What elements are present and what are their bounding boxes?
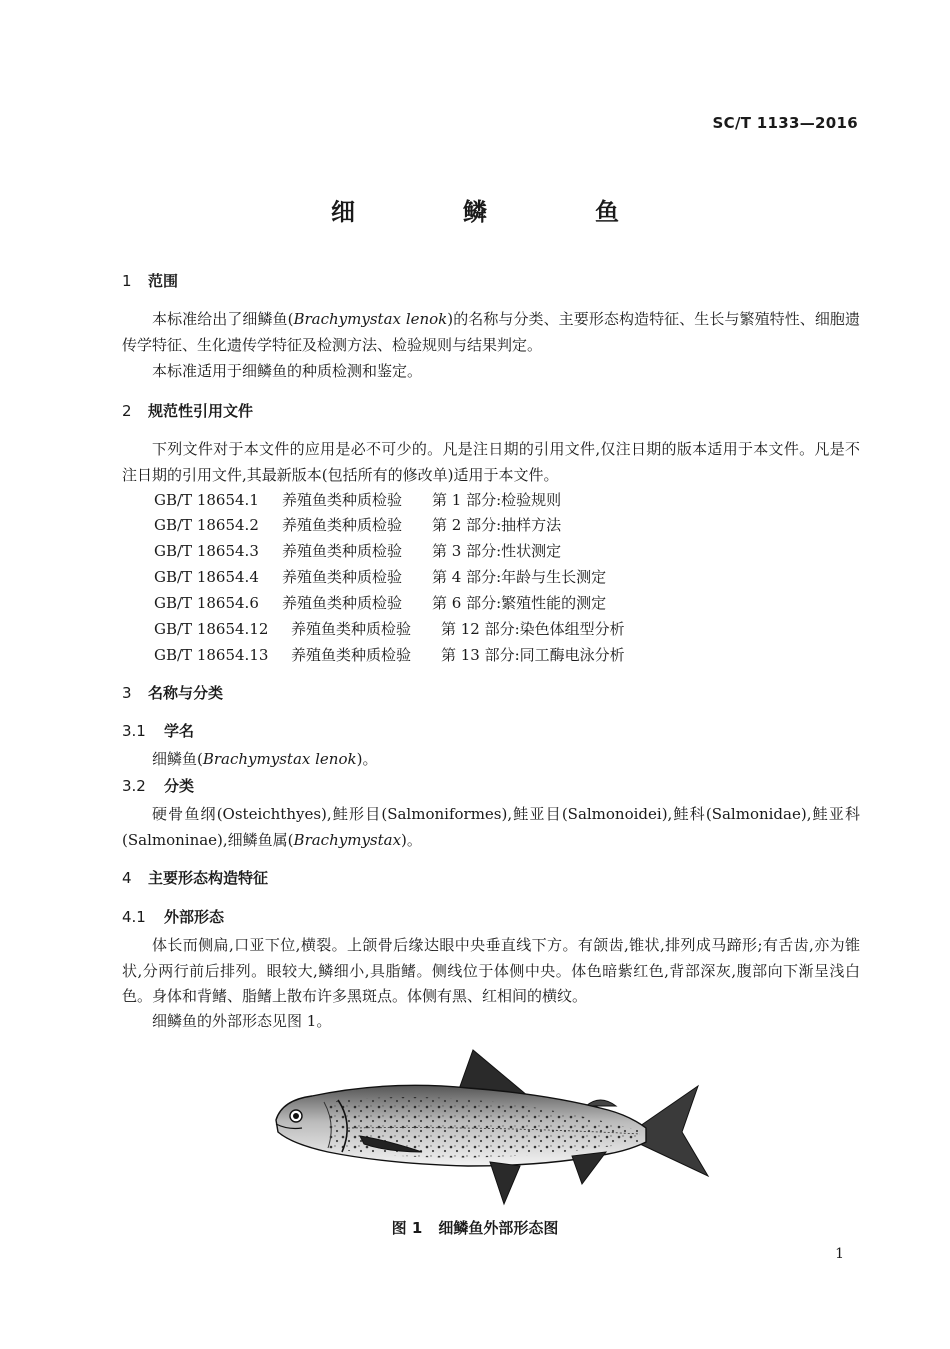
section-4-1-heading [122, 906, 224, 927]
figure-reference-text: 细鳞鱼的外部形态见图 1。 [152, 1012, 332, 1030]
ref-code: GB/T 18654.3 [154, 542, 259, 560]
text: )。 [401, 830, 422, 849]
standard-code: SC/T 1133—2016 [712, 114, 858, 132]
latin-name: Brachymystax lenok [202, 750, 357, 768]
section-title: 外部形态 [164, 908, 225, 926]
section-title: 学名 [164, 722, 195, 740]
section-number: 4.1 [122, 908, 146, 926]
ref-part: 第 1 部分:检验规则 [432, 491, 562, 509]
section-1-paragraph-2: 本标准适用于细鳞鱼的种质检测和鉴定。 [152, 362, 423, 380]
ref-code: GB/T 18654.1 [154, 491, 259, 509]
page-number: 1 [835, 1246, 844, 1262]
ref-part: 第 6 部分:繁殖性能的测定 [432, 594, 607, 612]
ref-part: 第 13 部分:同工酶电泳分析 [441, 646, 625, 664]
section-title: 分类 [164, 777, 195, 795]
section-4-heading [122, 867, 268, 888]
reference-item [154, 489, 561, 510]
section-1-heading [122, 270, 178, 291]
fish-drawing [268, 1044, 710, 1210]
classification-text [122, 802, 860, 853]
section-3-heading [122, 682, 223, 703]
section-3-2-heading [122, 775, 194, 796]
section-1-paragraph-1 [122, 307, 860, 358]
reference-item [154, 644, 625, 665]
ref-code: GB/T 18654.6 [154, 594, 259, 612]
section-title: 名称与分类 [148, 684, 224, 702]
text: 本标准给出了细鳞鱼( [152, 310, 294, 328]
ref-part: 第 4 部分:年龄与生长测定 [432, 568, 607, 586]
ref-title: 养殖鱼类种质检验 [282, 491, 403, 509]
section-number: 3 [122, 684, 132, 702]
section-2-heading [122, 400, 253, 421]
ref-code: GB/T 18654.4 [154, 568, 259, 586]
text: 细鳞鱼( [152, 750, 203, 768]
document-title: 细 鳞 鱼 [331, 197, 661, 226]
text: )的名称与分类、主要形态构造特征、生长与繁殖特性、细胞遗传学特征、生化遗传学特征及检测方法、检验规则与结果判定。 [122, 310, 860, 354]
ref-title: 养殖鱼类种质检验 [282, 568, 403, 586]
section-title: 主要形态构造特征 [148, 869, 269, 887]
reference-item [154, 618, 625, 639]
figure-label: 图 1 [391, 1219, 423, 1237]
figure-caption-text: 细鳞鱼外部形态图 [438, 1219, 559, 1237]
section-number: 1 [122, 272, 132, 290]
ref-part: 第 2 部分:抽样方法 [432, 516, 562, 534]
ref-title: 养殖鱼类种质检验 [282, 542, 403, 560]
external-morphology-text: 体长而侧扁,口亚下位,横裂。上颌骨后缘达眼中央垂直线下方。有颌齿,锥状,排列成马蹄形;有舌齿,亦为锥状,分两行前后排列。眼较大,鳞细小,具脂鳍。侧线位于体侧中央。体色暗紫红色,背部深灰,腹部向下渐呈浅白色。身体和背鳍、脂鳍上散布许多黑斑点。体侧有黑、红相间的横纹。 [122, 936, 860, 1005]
reference-item [154, 514, 561, 535]
section-2-intro: 下列文件对于本文件的应用是必不可少的。凡是注日期的引用文件,仅注日期的版本适用于本文件。凡是不注日期的引用文件,其最新版本(包括所有的修改单)适用于本文件。 [122, 440, 860, 484]
reference-item [154, 540, 561, 561]
section-title: 规范性引用文件 [148, 402, 254, 420]
figure-caption [0, 1217, 950, 1238]
fish-illustration [268, 1044, 710, 1210]
section-number: 2 [122, 402, 132, 420]
latin-name: Brachymystax lenok [293, 310, 448, 328]
text: 硬骨鱼纲(Osteichthyes),鲑形目(Salmoniformes),鲑亚目(Salmonoidei),鲑科(Salmonidae),鲑亚科(Salmoninae),细鳞鱼属( [122, 805, 860, 849]
latin-name: Brachymystax [293, 830, 402, 849]
text: )。 [356, 750, 378, 768]
ref-code: GB/T 18654.2 [154, 516, 259, 534]
ref-part: 第 3 部分:性状测定 [432, 542, 562, 560]
section-number: 3.2 [122, 777, 146, 795]
section-number: 3.1 [122, 722, 146, 740]
ref-code: GB/T 18654.12 [154, 620, 269, 638]
ref-code: GB/T 18654.13 [154, 646, 269, 664]
reference-item [154, 566, 606, 587]
ref-title: 养殖鱼类种质检验 [282, 516, 403, 534]
section-title: 范围 [148, 272, 179, 290]
reference-item [154, 592, 606, 613]
ref-part: 第 12 部分:染色体组型分析 [441, 620, 625, 638]
ref-title: 养殖鱼类种质检验 [291, 620, 412, 638]
section-number: 4 [122, 869, 132, 887]
ref-title: 养殖鱼类种质检验 [282, 594, 403, 612]
scientific-name-text [152, 748, 377, 769]
ref-title: 养殖鱼类种质检验 [291, 646, 412, 664]
section-3-1-heading [122, 720, 194, 741]
